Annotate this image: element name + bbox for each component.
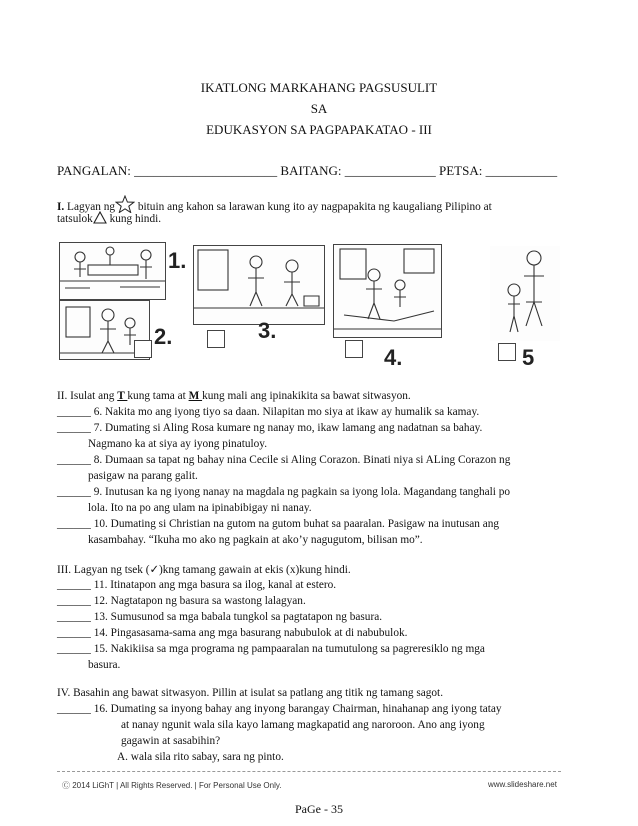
- picture-number-1: 1.: [168, 248, 187, 273]
- question-10-cont: kasambahay. “Ikuha mo ako ng pagkain at ako’y nagugutom, bilisan mo”.: [88, 534, 423, 546]
- picture-1: [59, 242, 166, 300]
- footer-copyright: Ⓒ 2014 LiGhT | All Rights Reserved. | For Personal Use Only.: [62, 781, 282, 790]
- page-number: PaGe - 35: [295, 802, 343, 816]
- footer-divider: [57, 771, 561, 772]
- star-icon: [115, 195, 135, 211]
- footer-site-link[interactable]: www.slideshare.net: [488, 780, 557, 789]
- answer-box-5[interactable]: [498, 343, 516, 361]
- question-7: ______ 7. Dumating si Aling Rosa kumare ng nanay mo, ikaw lamang ang nadatnan sa bahay.: [57, 422, 483, 434]
- question-6: ______ 6. Nakita mo ang iyong tiyo sa daan. Nilapitan mo siya at ikaw ay humalik sa kamay.: [57, 406, 480, 418]
- part2-intro-a: II. Isulat ang: [57, 390, 118, 402]
- answer-box-2[interactable]: [134, 340, 152, 358]
- question-8: ______ 8. Dumaan sa tapat ng bahay nina Cecile si Aling Corazon. Binati niya si ALing Corazon ng: [57, 454, 511, 466]
- exam-subject: EDUKASYON SA PAGPAPAKATAO - III: [206, 122, 432, 137]
- question-13: ______ 13. Sumusunod sa mga babala tungkol sa pagtatapon ng basura.: [57, 611, 383, 623]
- question-16-cont2: gagawin at sasabihin?: [121, 735, 221, 747]
- part2-instruction: [57, 390, 411, 402]
- question-15-cont: basura.: [88, 659, 121, 671]
- question-16-choice-a: A. wala sila rito sabay, sara ng pinto.: [117, 751, 284, 763]
- picture-5: [490, 246, 560, 341]
- part1-text-a: Lagyan ng: [64, 201, 116, 213]
- part1-roman: I.: [57, 201, 65, 213]
- question-14: ______ 14. Pingasasama-sama ang mga basurang nabubulok at di nabubulok.: [57, 627, 408, 639]
- picture-number-4: 4.: [384, 345, 403, 370]
- question-16: ______ 16. Dumating sa inyong bahay ang inyong barangay Chairman, hinahanap ang iyong tatay: [57, 703, 502, 715]
- part3-instruction: III. Lagyan ng tsek (✓)kng tamang gawain at ekis (x)kung hindi.: [57, 564, 351, 576]
- question-9: ______ 9. Inutusan ka ng iyong nanay na magdala ng pagkain sa iyong lola. Magandang tanghali po: [57, 486, 511, 498]
- part1-text-d: kung hindi.: [106, 213, 162, 225]
- exam-title-sa: SA: [310, 101, 328, 116]
- picture-3: [193, 245, 325, 325]
- student-info-line: PANGALAN: ______________________ BAITANG: ______________ PETSA: ___________: [57, 163, 558, 178]
- triangle-icon: [93, 211, 107, 224]
- question-12: ______ 12. Nagtatapon ng basura sa wastong lalagyan.: [57, 595, 306, 607]
- picture-4: [333, 244, 442, 338]
- exam-title: IKATLONG MARKAHANG PAGSUSULIT: [200, 80, 438, 95]
- part4-instruction: IV. Basahin ang bawat sitwasyon. Pillin at isulat sa patlang ang titik ng tamang sagot.: [57, 687, 444, 699]
- part1-instruction-line2: [57, 211, 161, 225]
- question-15: ______ 15. Nakikiisa sa mga programa ng pampaaralan na tumutulong sa pagreresiklo ng mga: [57, 643, 485, 655]
- question-11: ______ 11. Itinatapon ang mga basura sa ilog, kanal at estero.: [57, 579, 337, 591]
- part2-false-letter: M: [188, 390, 203, 402]
- part1-text-c: tatsulok: [57, 213, 93, 225]
- answer-box-4[interactable]: [345, 340, 363, 358]
- part2-true-letter: T: [117, 390, 128, 402]
- question-10: ______ 10. Dumating si Christian na gutom na gutom buhat sa paaralan. Pasigaw na inutusan ang: [57, 518, 500, 530]
- question-8-cont: pasigaw na parang galit.: [88, 470, 198, 482]
- answer-box-3[interactable]: [207, 330, 225, 348]
- part2-intro-b: kung tama at: [127, 390, 189, 402]
- question-9-cont: lola. Ito na po ang ulam na ipinabibigay ni nanay.: [88, 502, 312, 514]
- question-7-cont: Nagmano ka at siya ay iyong pinatuloy.: [88, 438, 268, 450]
- part1-text-b: bituin ang kahon sa larawan kung ito ay nagpapakita ng kaugaliang Pilipino at: [135, 201, 492, 213]
- part2-intro-c: kung mali ang ipinakikita sa bawat sitwasyon.: [202, 390, 411, 402]
- question-16-cont1: at nanay ngunit wala sila kayo lamang magkapatid ang naroroon. Ano ang iyong: [121, 719, 485, 731]
- picture-number-5: 5: [522, 345, 535, 370]
- picture-number-2: 2.: [154, 324, 173, 349]
- picture-number-3: 3.: [258, 318, 277, 343]
